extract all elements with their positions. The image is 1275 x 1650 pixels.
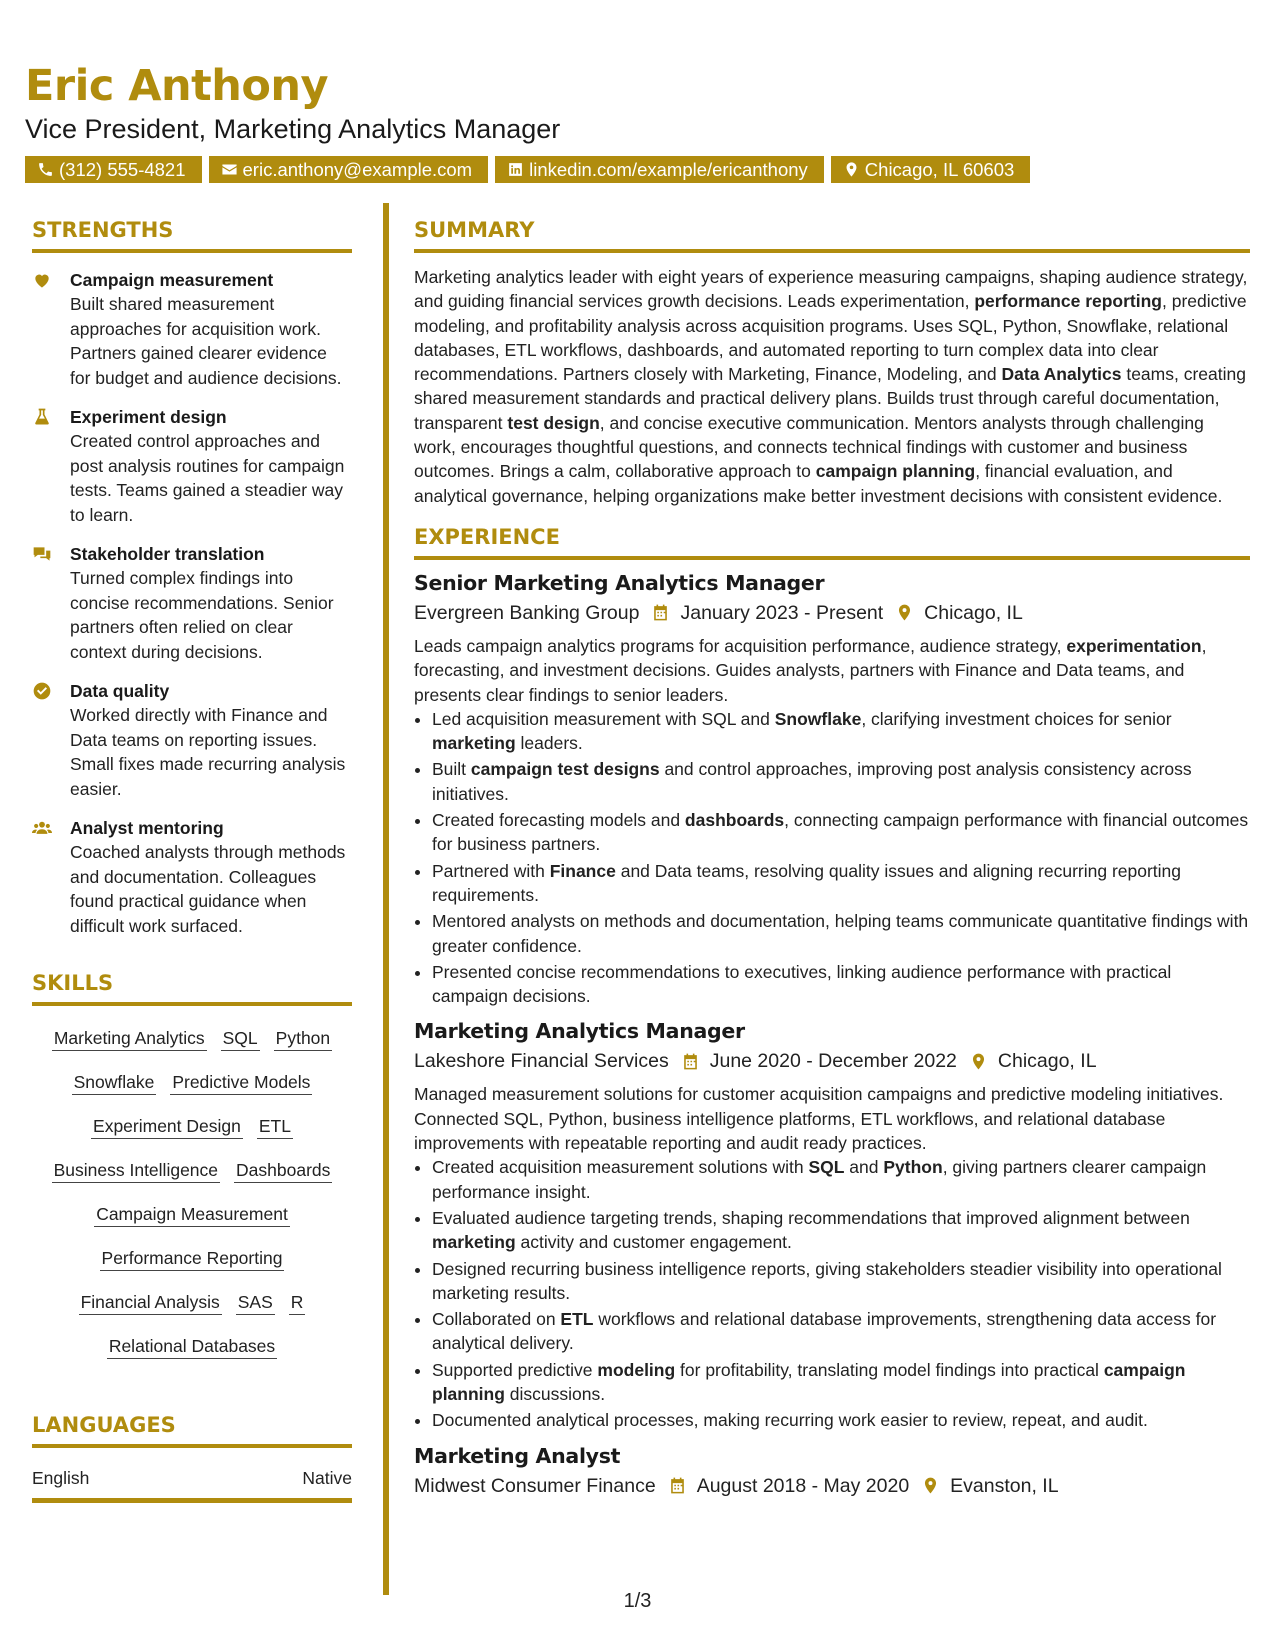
skill-tag: Relational Databases	[107, 1334, 277, 1359]
job-bullet: • Documented analytical processes, making recurring work easier to review, repeat, and audit.	[432, 1408, 1250, 1432]
job-meta	[414, 598, 1250, 628]
skill-row	[32, 1326, 352, 1370]
job-dates: June 2020 - December 2022	[709, 1050, 957, 1073]
skill-tag: Campaign Measurement	[94, 1202, 290, 1227]
strength-item	[32, 405, 352, 527]
job-bullet: • Designed recurring business intelligence reports, giving stakeholders steadier visibility into operational marketing results.	[432, 1257, 1250, 1306]
skill-tag: Business Intelligence	[52, 1158, 220, 1183]
skills-section	[32, 968, 352, 1370]
language-row	[32, 1466, 352, 1503]
comments-icon	[32, 544, 52, 564]
job-dates: January 2023 - Present	[680, 601, 884, 624]
job-bullet: • Supported predictive modeling for profitability, translating model findings into practical campaign planning discussions.	[432, 1358, 1250, 1407]
column-divider	[383, 203, 389, 1595]
flask-icon	[32, 407, 52, 427]
map-pin-icon	[969, 1052, 988, 1071]
job-dates: August 2018 - May 2020	[696, 1474, 910, 1497]
job-bullet: • Collaborated on ETL workflows and relational database improvements, strengthening data access for analytical delivery.	[432, 1307, 1250, 1356]
skill-tag: R	[289, 1290, 306, 1315]
job-entry	[414, 568, 1250, 1008]
strength-item	[32, 268, 352, 390]
calendar-icon	[681, 1052, 700, 1071]
job-title: Marketing Analytics Manager	[414, 1019, 745, 1044]
map-pin-icon	[895, 603, 914, 622]
skill-tag: Predictive Models	[170, 1070, 312, 1095]
calendar-icon	[651, 603, 670, 622]
skill-tag: SAS	[236, 1290, 275, 1315]
strength-title: Analyst mentoring	[70, 818, 224, 838]
contact-bar	[25, 156, 1250, 183]
contact-email-text: eric.anthony@example.com	[242, 159, 473, 180]
skill-tag: Financial Analysis	[79, 1290, 222, 1315]
language-level: Native	[302, 1468, 352, 1488]
job-entry	[414, 1016, 1250, 1432]
linkedin-icon	[507, 161, 524, 178]
skill-row	[32, 1194, 352, 1238]
skill-row	[32, 1238, 352, 1282]
contact-location-text: Chicago, IL 60603	[864, 159, 1015, 180]
skill-row	[32, 1106, 352, 1150]
skill-row	[32, 1062, 352, 1106]
strength-description: Worked directly with Finance and Data teams on reporting issues. Small fixes made recurring analysis easier.	[70, 705, 346, 799]
phone-icon	[37, 161, 54, 178]
check-circle-icon	[32, 681, 52, 701]
skill-tag: Experiment Design	[91, 1114, 243, 1139]
contact-phone[interactable]	[25, 156, 202, 183]
strength-description: Created control approaches and post analysis routines for campaign tests. Teams gained a steadier way to learn.	[70, 431, 345, 525]
job-location: Evanston, IL	[950, 1474, 1059, 1497]
job-list	[414, 568, 1250, 1501]
page-number: 1/3	[623, 1590, 652, 1612]
heart-icon	[32, 270, 52, 290]
right-column	[414, 215, 1250, 1501]
job-bullet: • Built campaign test designs and control approaches, improving post analysis consistency across initiatives.	[432, 757, 1250, 806]
contact-email[interactable]	[209, 156, 489, 183]
candidate-name: Eric Anthony	[25, 61, 329, 111]
summary-section	[414, 215, 1250, 508]
strength-title: Experiment design	[70, 407, 227, 427]
job-company: Midwest Consumer Finance	[414, 1474, 656, 1497]
language-name: English	[32, 1468, 90, 1488]
job-description: Managed measurement solutions for customer acquisition campaigns and predictive modeling initiatives. Connected SQL, Python, business intelligence platforms, ETL workflows, and relational database improvements with repeatable reporting and audit ready practices.	[414, 1084, 1224, 1154]
job-meta	[414, 1471, 1250, 1501]
strength-item	[32, 679, 352, 801]
job-bullets	[414, 1155, 1250, 1432]
job-bullet: • Led acquisition measurement with SQL and Snowflake, clarifying investment choices for senior marketing leaders.	[432, 707, 1250, 756]
strength-description: Turned complex findings into concise recommendations. Senior partners often relied on clear context during decisions.	[70, 568, 334, 662]
summary-heading: SUMMARY	[414, 215, 1250, 253]
strength-description: Built shared measurement approaches for acquisition work. Partners gained clearer evidence for budget and audience decisions.	[70, 294, 342, 388]
job-title: Marketing Analyst	[414, 1443, 621, 1468]
map-pin-icon	[921, 1476, 940, 1495]
skill-tag: Marketing Analytics	[52, 1026, 207, 1051]
strength-item	[32, 542, 352, 664]
strength-title: Stakeholder translation	[70, 544, 265, 564]
job-entry	[414, 1441, 1250, 1501]
skill-tag: Snowflake	[72, 1070, 157, 1095]
skill-tag: SQL	[221, 1026, 260, 1051]
experience-section	[414, 522, 1250, 1501]
job-bullet: • Partnered with Finance and Data teams, resolving quality issues and aligning recurring reporting requirements.	[432, 859, 1250, 908]
skill-tag: ETL	[257, 1114, 293, 1139]
job-bullet: • Created forecasting models and dashboards, connecting campaign performance with financial outcomes for business partners.	[432, 808, 1250, 857]
job-title: Senior Marketing Analytics Manager	[414, 570, 825, 595]
skill-row	[32, 1018, 352, 1062]
languages-heading: LANGUAGES	[32, 1410, 352, 1448]
job-description: Leads campaign analytics programs for acquisition performance, audience strategy, experimentation, forecasting, and investment decisions. Guides analysts, partners with Finance and Data teams, and presents clear findings to senior leaders.	[414, 635, 1207, 705]
job-bullet: • Presented concise recommendations to executives, linking audience performance with practical campaign decisions.	[432, 960, 1250, 1009]
strength-description: Coached analysts through methods and documentation. Colleagues found practical guidance when difficult work surfaced.	[70, 842, 346, 936]
skills-list	[32, 1018, 352, 1370]
job-bullets	[414, 707, 1250, 1009]
left-column	[32, 215, 352, 1503]
calendar-icon	[668, 1476, 687, 1495]
skills-heading: SKILLS	[32, 968, 352, 1006]
envelope-icon	[221, 161, 238, 178]
skill-tag: Python	[274, 1026, 332, 1051]
resume-header	[25, 60, 1250, 183]
skill-row	[32, 1150, 352, 1194]
contact-linkedin-text: linkedin.com/example/ericanthony	[529, 159, 808, 180]
skill-tag: Performance Reporting	[100, 1246, 285, 1271]
strength-title: Campaign measurement	[70, 270, 274, 290]
map-pin-icon	[843, 161, 860, 178]
job-location: Chicago, IL	[924, 601, 1023, 624]
strength-title: Data quality	[70, 681, 170, 701]
skill-row	[32, 1282, 352, 1326]
summary-text: Marketing analytics leader with eight years of experience measuring campaigns, shaping audience strategy, and guiding financial services growth decisions. Leads experimentation, performance reporting, predictive modeling, and profitability analysis across acquisition programs. Uses SQL, Python, Snowflake, relational databases, ETL workflows, dashboards, and automated reporting to turn complex data into clear recommendations. Partners closely with Marketing, Finance, Modeling, and Data Analytics teams, creating shared measurement standards and practical delivery plans. Builds trust through careful documentation, transparent test design, and concise executive communication. Mentors analysts through challenging work, encourages thoughtful questions, and connects technical findings with customer and business outcomes. Brings a calm, collaborative approach to campaign planning, financial evaluation, and analytical governance, helping organizations make better investment decisions with consistent evidence.	[414, 267, 1248, 506]
contact-location	[831, 156, 1030, 183]
candidate-title: Vice President, Marketing Analytics Manager	[25, 114, 561, 144]
strength-item	[32, 816, 352, 938]
languages-section	[32, 1410, 352, 1503]
job-location: Chicago, IL	[997, 1050, 1097, 1073]
job-meta	[414, 1046, 1250, 1076]
job-bullet: • Mentored analysts on methods and documentation, helping teams communicate quantitative findings with greater confidence.	[432, 909, 1250, 958]
strengths-heading: STRENGTHS	[32, 215, 352, 253]
job-bullet: • Created acquisition measurement solutions with SQL and Python, giving partners clearer campaign performance insight.	[432, 1155, 1250, 1204]
job-company: Lakeshore Financial Services	[414, 1050, 669, 1073]
skill-tag: Dashboards	[234, 1158, 332, 1183]
users-icon	[32, 818, 52, 838]
job-company: Evergreen Banking Group	[414, 601, 640, 624]
contact-linkedin[interactable]	[495, 156, 824, 183]
job-bullet: • Evaluated audience targeting trends, shaping recommendations that improved alignment between marketing activity and customer engagement.	[432, 1206, 1250, 1255]
strengths-section	[32, 215, 352, 938]
experience-heading: EXPERIENCE	[414, 522, 1250, 560]
contact-phone-text: (312) 555-4821	[59, 159, 186, 180]
